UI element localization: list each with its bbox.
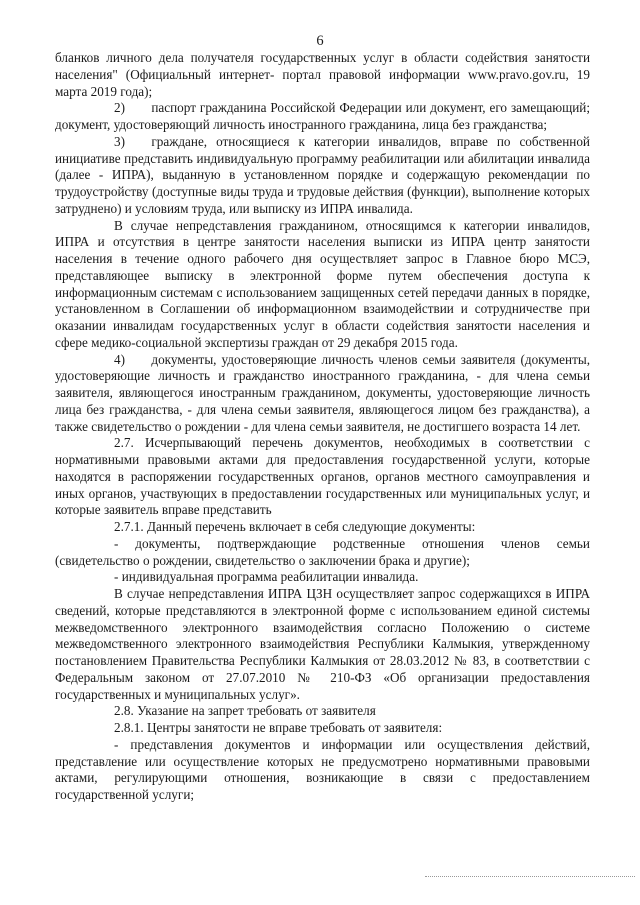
- paragraph-item-2: 2) паспорт гражданина Российской Федерации или документ, его замещающий; документ, удостоверяющий личность иностранного гражданина, лица без гражданства;: [55, 100, 590, 132]
- paragraph-item-3: 3) граждане, относящиеся к категории инвалидов, вправе по собственной инициативе представить индивидуальную программу реабилитации или абилитации инвалида (далее - ИПРА), выданную в установленном порядке и содержащую рекомендации по трудоустройству (доступные виды труда и трудовые действия (функции), выполнение которых затруднено) и условиям труда, или выписку из ИПРА инвалида.: [55, 133, 590, 216]
- paragraph-section-2-7-1: 2.7.1. Данный перечень включает в себя следующие документы:: [114, 519, 476, 534]
- paragraph-czn-request: В случае непредставления ИПРА ЦЗН осуществляет запрос содержащихся в ИПРА сведений, которые представляются в электронной форме с использованием единой системы межведомственного электронного взаимодействия согласно Положению о системе межведомственного электронного взаимодействия Республики Калмыкия, утвержденному постановлением Правительства Республики Калмыкия от 28.03.2012 № 83, в соответствии с Федеральным законом от 27.07.2010 № 210-ФЗ «Об организации предоставления государственных и муниципальных услуг».: [55, 586, 590, 702]
- list-item-rehab-program: - индивидуальная программа реабилитации инвалида.: [114, 569, 419, 585]
- list-item-family-documents: - документы, подтверждающие родственные отношения членов семьи (свидетельство о рождении, свидетельство о заключении брака и другие);: [55, 535, 590, 568]
- paragraph-section-2-8: 2.8. Указание на запрет требовать от заявителя: [114, 703, 376, 719]
- list-item-prohibited-requirements: - представления документов и информации или осуществления действий, представление или осуществление которых не предусмотрено нормативными правовыми актами, регулирующими отношения, возникающие в связи с предоставлением государственной услуги;: [55, 736, 590, 802]
- paragraph-ipra-request: В случае непредставления гражданином, относящимся к категории инвалидов, ИПРА и отсутствия в центре занятости населения выписки из ИПРА центр занятости населения в течение одного рабочего дня осуществляет запрос в Главное бюро МСЭ, представляющее выписку в электронной форме путем обеспечения доступа к информационным системам с использованием защищенных сетей передачи данных в порядке, установленном в Соглашении об информационном взаимодействии и сотрудничестве при оказании инвалидам государственных услуг в области содействия занятости населения и сфере медико-социальной экспертизы граждан от 29 декабря 2015 года.: [55, 217, 590, 350]
- page-number: 6: [316, 33, 324, 49]
- paragraph-item-4: 4) документы, удостоверяющие личность членов семьи заявителя (документы, удостоверяющие личность и гражданство иностранного гражданина, - для члена семьи заявителя, являющегося иностранным гражданином, документы, удостоверяющие личность лица без гражданства, - для члена семьи заявителя, являющегося лицом без гражданства), а также свидетельство о рождении - для члена семьи заявителя, не достигшего возраста 14 лет.: [55, 351, 590, 434]
- document-body: [55, 50, 590, 804]
- bottom-divider: [425, 876, 635, 877]
- paragraph-section-2-7: 2.7. Исчерпывающий перечень документов, необходимых в соответствии с нормативными правовыми актами для предоставления государственной услуги, которые находятся в распоряжении государственных органов, органов местного самоуправления и иных органов, участвующих в предоставлении государственных или муниципальных услуг, и которые заявитель вправе представить: [55, 435, 590, 518]
- paragraph-continuation: бланков личного дела получателя государственных услуг в области содействия занятости населения" (Официальный интернет- портал правовой информации www.pravo.gov.ru, 19 марта 2019 года);: [55, 50, 590, 99]
- paragraph-section-2-8-1: 2.8.1. Центры занятости не вправе требовать от заявителя:: [114, 720, 443, 735]
